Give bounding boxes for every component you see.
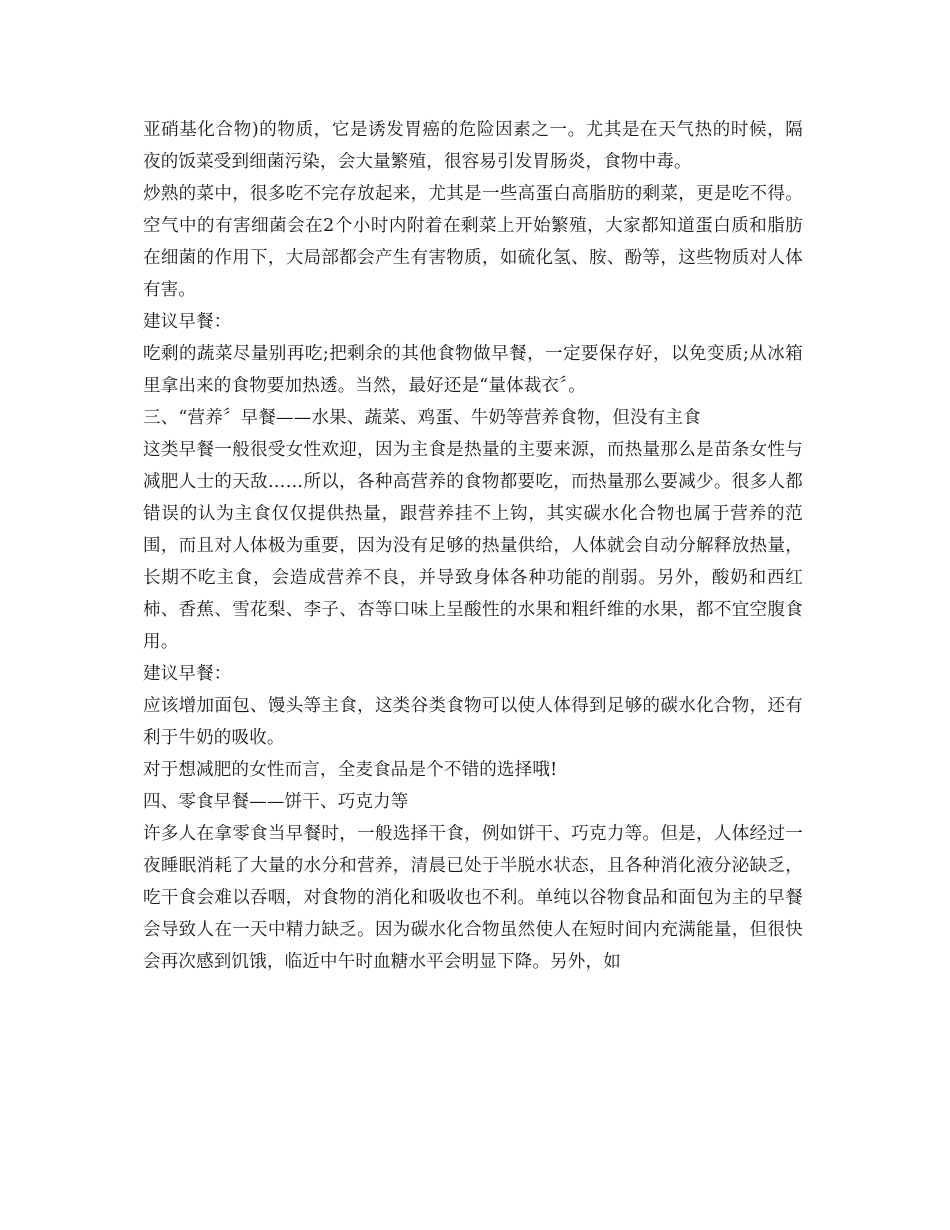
paragraph: 炒熟的菜中，很多吃不完存放起来，尤其是一些高蛋白高脂肪的剩菜，更是吃不得。空气中的有害细菌会在2个小时内附着在剩菜上开始繁殖，大家都知道蛋白质和脂肪在细菌的作用下，大局部都会产生有害物质，如硫化氢、胺、酚等，这些物质对人体有害。	[143, 184, 803, 300]
paragraph: 应该增加面包、馒头等主食，这类谷类食物可以使人体得到足够的碳水化合物，还有利于牛奶的吸收。	[143, 696, 803, 748]
section-heading: 三、“营养〞早餐——水果、蔬菜、鸡蛋、牛奶等营养食物，但没有主食	[143, 408, 701, 428]
section-subheading: 建议早餐：	[143, 664, 232, 684]
document-body	[143, 114, 803, 978]
paragraph: 许多人在拿零食当早餐时，一般选择干食，例如饼干、巧克力等。但是，人体经过一夜睡眠消耗了大量的水分和营养，清晨已处于半脱水状态，且各种消化液分泌缺乏，吃干食会难以吞咽，对食物的消化和吸收也不利。单纯以谷物食品和面包为主的早餐会导致人在一天中精力缺乏。因为碳水化合物虽然使人在短时间内充满能量，但很快会再次感到饥饿，临近中午时血糖水平会明显下降。另外，如	[143, 824, 803, 972]
section-subheading: 建议早餐：	[143, 312, 232, 332]
section-heading: 四、零食早餐——饼干、巧克力等	[143, 792, 409, 812]
paragraph: 亚硝基化合物)的物质，它是诱发胃癌的危险因素之一。尤其是在天气热的时候，隔夜的饭菜受到细菌污染，会大量繁殖，很容易引发胃肠炎，食物中毒。	[143, 120, 803, 172]
paragraph: 这类早餐一般很受女性欢迎，因为主食是热量的主要来源，而热量那么是苗条女性与减肥人士的天敌……所以，各种高营养的食物都要吃，而热量那么要减少。很多人都错误的认为主食仅仅提供热量，跟营养挂不上钩，其实碳水化合物也属于营养的范围，而且对人体极为重要，因为没有足够的热量供给，人体就会自动分解释放热量，长期不吃主食，会造成营养不良，并导致身体各种功能的削弱。另外，酸奶和西红柿、香蕉、雪花梨、李子、杏等口味上呈酸性的水果和粗纤维的水果，都不宜空腹食用。	[143, 440, 803, 652]
paragraph: 吃剩的蔬菜尽量别再吃;把剩余的其他食物做早餐，一定要保存好，以免变质;从冰箱里拿出来的食物要加热透。当然，最好还是“量体裁衣〞。	[143, 344, 803, 396]
paragraph: 对于想减肥的女性而言，全麦食品是个不错的选择哦!	[143, 760, 558, 780]
